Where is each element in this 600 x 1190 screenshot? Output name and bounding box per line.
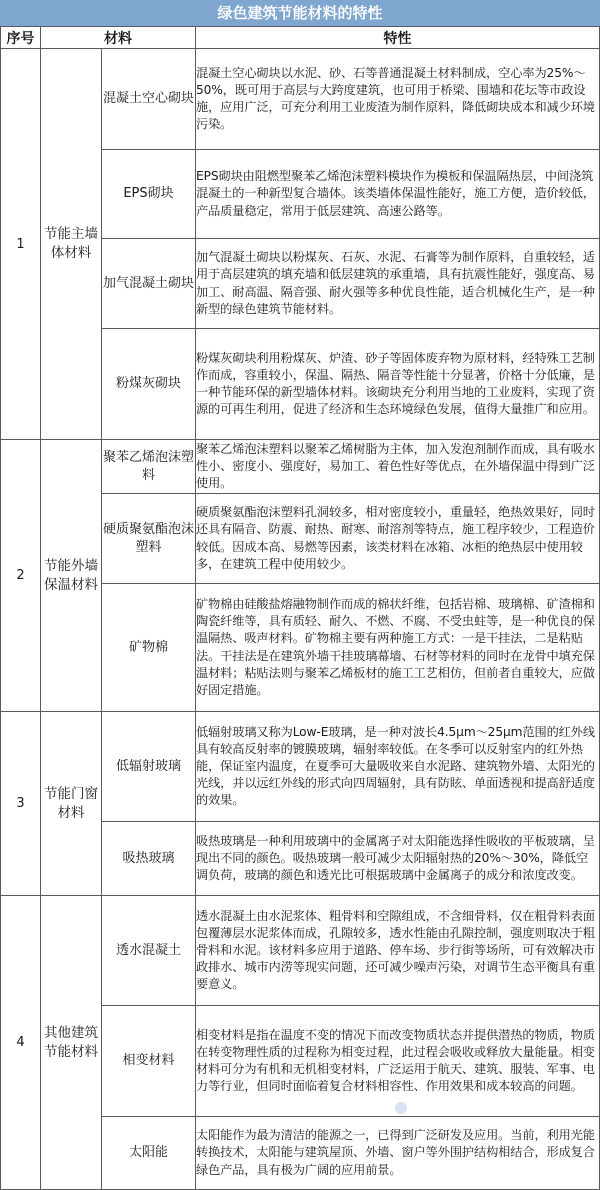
material-name: 矿物棉	[102, 584, 196, 712]
material-description: 太阳能作为最为清洁的能源之一，已得到广泛研发及应用。当前，利用光能转换技术，太阳能与建筑屋顶、外墙、窗户等外围护结构相结合，形成复合绿色产品，具有极为广阔的应用前景。	[196, 1117, 600, 1190]
material-description: 相变材料是指在温度不变的情况下而改变物质状态并提供潜热的物质，物质在转变物理性质的过程称为相变过程，此过程会吸收或释放大量能量。相变材料可分为有机和无机相变材料，广泛运用于航天、建筑、服装、军事、电力等行业，但同时面临着复合材料相容性、作用效果和成本较高的问题。	[196, 1006, 600, 1117]
material-name: 粉煤灰砌块	[102, 329, 196, 440]
material-name: 吸热玻璃	[102, 822, 196, 896]
group-number: 1	[1, 49, 41, 440]
material-description: 硬质聚氨酯泡沫塑料孔洞较多，相对密度较小，重量轻，绝热效果好，同时还具有隔音、防震、耐热、耐寒、耐溶剂等特点，施工程序较少，工程造价较低。因成本高、易燃等因素，该类材料在冰箱、冰柜的绝热层中使用较多，在建筑工程中使用较少。	[196, 494, 600, 584]
table-row	[1, 49, 600, 150]
header-row	[1, 27, 600, 49]
table-title: 绿色建筑节能材料的特性	[0, 0, 600, 26]
properties-table	[0, 26, 600, 1190]
material-name: EPS砌块	[102, 150, 196, 239]
material-name: 加气混凝土砌块	[102, 239, 196, 329]
table-row	[1, 440, 600, 494]
material-name: 相变材料	[102, 1006, 196, 1117]
material-description: 低辐射玻璃又称为Low-E玻璃，是一种对波长4.5μm～25μm范围的红外线具有较高反射率的镀膜玻璃，辐射率较低。在冬季可以反射室内的红外热能，保证室内温度，在夏季可大量吸收来自水泥路、建筑物外墙、太阳光的光线，并以远红外线的形式向四周辐射，具有防眩、单面透视和提高舒适度的效果。	[196, 712, 600, 822]
material-name: 聚苯乙烯泡沫塑料	[102, 440, 196, 494]
group-category: 节能主墙体材料	[41, 49, 102, 440]
material-name: 透水混凝土	[102, 896, 196, 1006]
header-property: 特性	[196, 27, 600, 49]
group-category: 节能门窗材料	[41, 712, 102, 896]
material-description: 聚苯乙烯泡沫塑料以聚苯乙烯树脂为主体，加入发泡剂制作而成，具有吸水性小、密度小、强度好，易加工、着色性好等优点，在外墙保温中得到广泛使用。	[196, 440, 600, 494]
group-number: 3	[1, 712, 41, 896]
material-description: 粉煤灰砌块利用粉煤灰、炉渣、砂子等固体废弃物为原材料，经特殊工艺制作而成，容重较小，保温、隔热、隔音等性能十分显著，价格十分低廉，是一种节能环保的新型墙体材料。该砌块充分利用当地的工业废料，实现了资源的可再生利用，促进了经济和生态环境绿色发展，值得大量推广和应用。	[196, 329, 600, 440]
material-description: 吸热玻璃是一种利用玻璃中的金属离子对太阳能选择性吸收的平板玻璃，呈现出不同的颜色。吸热玻璃一般可减少太阳辐射热的20%～30%，降低空调负荷，玻璃的颜色和透光比可根据玻璃中金属离子的成分和浓度改变。	[196, 822, 600, 896]
material-name: 硬质聚氨酯泡沫塑料	[102, 494, 196, 584]
table-row	[1, 896, 600, 1006]
group-number: 2	[1, 440, 41, 712]
header-material: 材料	[41, 27, 196, 49]
group-category: 其他建筑节能材料	[41, 896, 102, 1190]
material-description: 矿物棉由硅酸盐熔融物制作而成的棉状纤维，包括岩棉、玻璃棉、矿渣棉和陶瓷纤维等，具有质轻、耐久、不燃、不腐、不受虫蛀等，是一种优良的保温隔热、吸声材料。矿物棉主要有两种施工方式：一是干挂法，二是粘贴法。干挂法是在建筑外墙干挂玻璃幕墙、石材等材料的同时在龙骨中填充保温材料；粘贴法则与聚苯乙烯板材的施工工艺相仿，但前者自重较大，应做好固定措施。	[196, 584, 600, 712]
header-no: 序号	[1, 27, 41, 49]
material-description: 混凝土空心砌块以水泥、砂、石等普通混凝土材料制成，空心率为25%～50%，既可用于高层与大跨度建筑，也可用于桥梁、围墙和花坛等市政设施，应用广泛，可充分利用工业废渣为制作原料，降低砌块成本和减少环境污染。	[196, 49, 600, 150]
group-category: 节能外墙保温材料	[41, 440, 102, 712]
material-name: 太阳能	[102, 1117, 196, 1190]
material-description: 透水混凝土由水泥浆体、粗骨料和空隙组成，不含细骨料，仅在粗骨料表面包覆薄层水泥浆体而成，孔隙较多，透水性能由孔隙控制，强度则取决于粗骨料和水泥。该材料多应用于道路、停车场、步行街等场所，可有效解决市政排水、城市内涝等现实问题，还可减少噪声污染，对调节生态平衡具有重要意义。	[196, 896, 600, 1006]
material-name: 混凝土空心砌块	[102, 49, 196, 150]
group-number: 4	[1, 896, 41, 1190]
material-description: EPS砌块由阻燃型聚苯乙烯泡沫塑料模块作为模板和保温隔热层，中间浇筑混凝土的一种新型复合墙体。该类墙体保温性能好，施工方便，造价较低，产品质量稳定，常用于低层建筑、高速公路等。	[196, 150, 600, 239]
material-name: 低辐射玻璃	[102, 712, 196, 822]
table-row	[1, 712, 600, 822]
material-description: 加气混凝土砌块以粉煤灰、石灰、水泥、石膏等为制作原料，自重较轻，适用于高层建筑的填充墙和低层建筑的承重墙，具有抗震性能好，强度高、易加工、耐高温、隔音强、耐火强等多种优良性能，适合机械化生产，是一种新型的绿色建筑节能材料。	[196, 239, 600, 329]
